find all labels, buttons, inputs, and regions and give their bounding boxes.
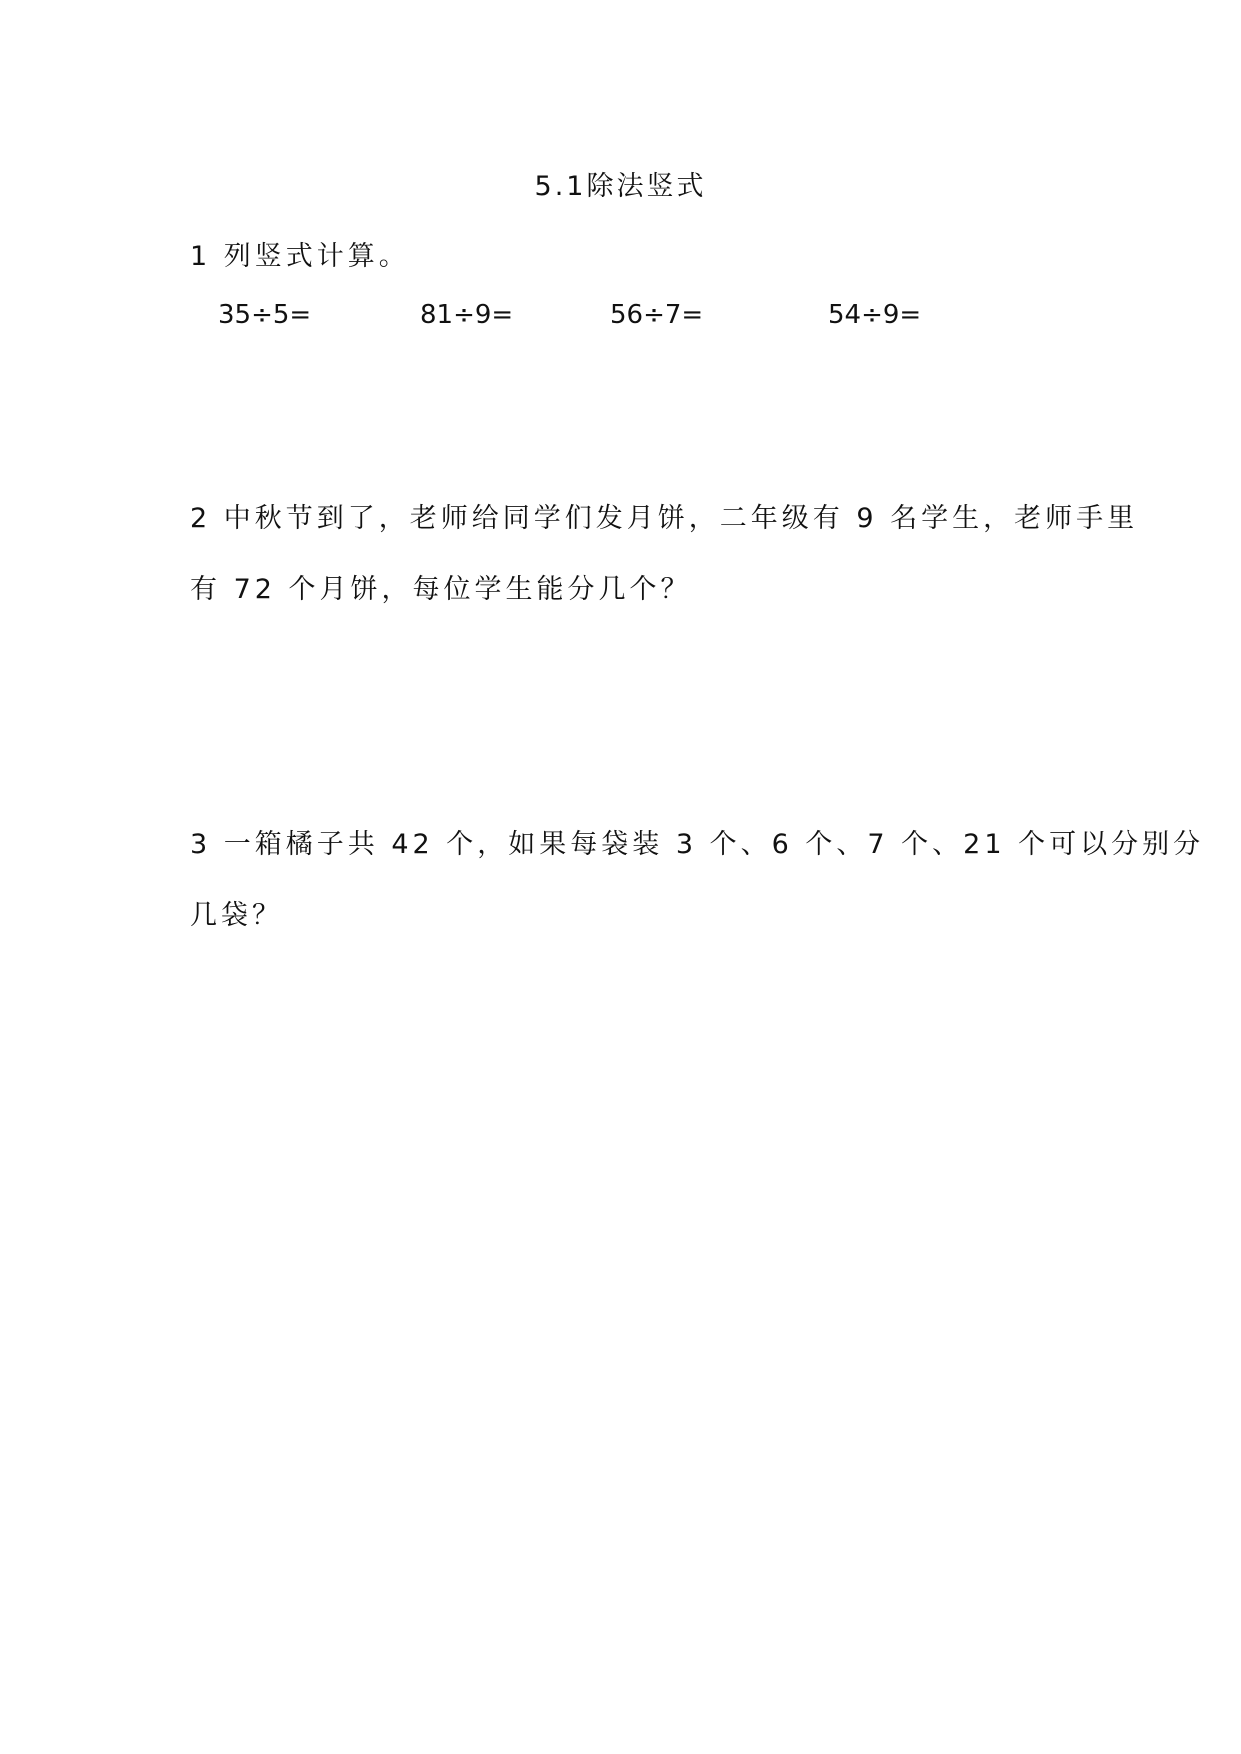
division-expression-3: 56÷7= [610, 300, 704, 330]
page-title: 5.1除法竖式 [534, 171, 707, 202]
question-2-line-1: 2 中秋节到了，老师给同学们发月饼，二年级有 9 名学生，老师手里 [190, 503, 1139, 534]
question-3-line-1: 3 一箱橘子共 42 个，如果每袋装 3 个、6 个、7 个、21 个可以分别分 [190, 829, 1205, 860]
division-expression-1: 35÷5= [218, 300, 312, 330]
question-1-prompt: 1 列竖式计算。 [190, 241, 410, 272]
question-3-line-2: 几袋？ [190, 900, 283, 931]
question-2-line-2: 有 72 个月饼，每位学生能分几个？ [190, 574, 692, 605]
division-expression-4: 54÷9= [828, 300, 922, 330]
division-expression-2: 81÷9= [420, 300, 514, 330]
